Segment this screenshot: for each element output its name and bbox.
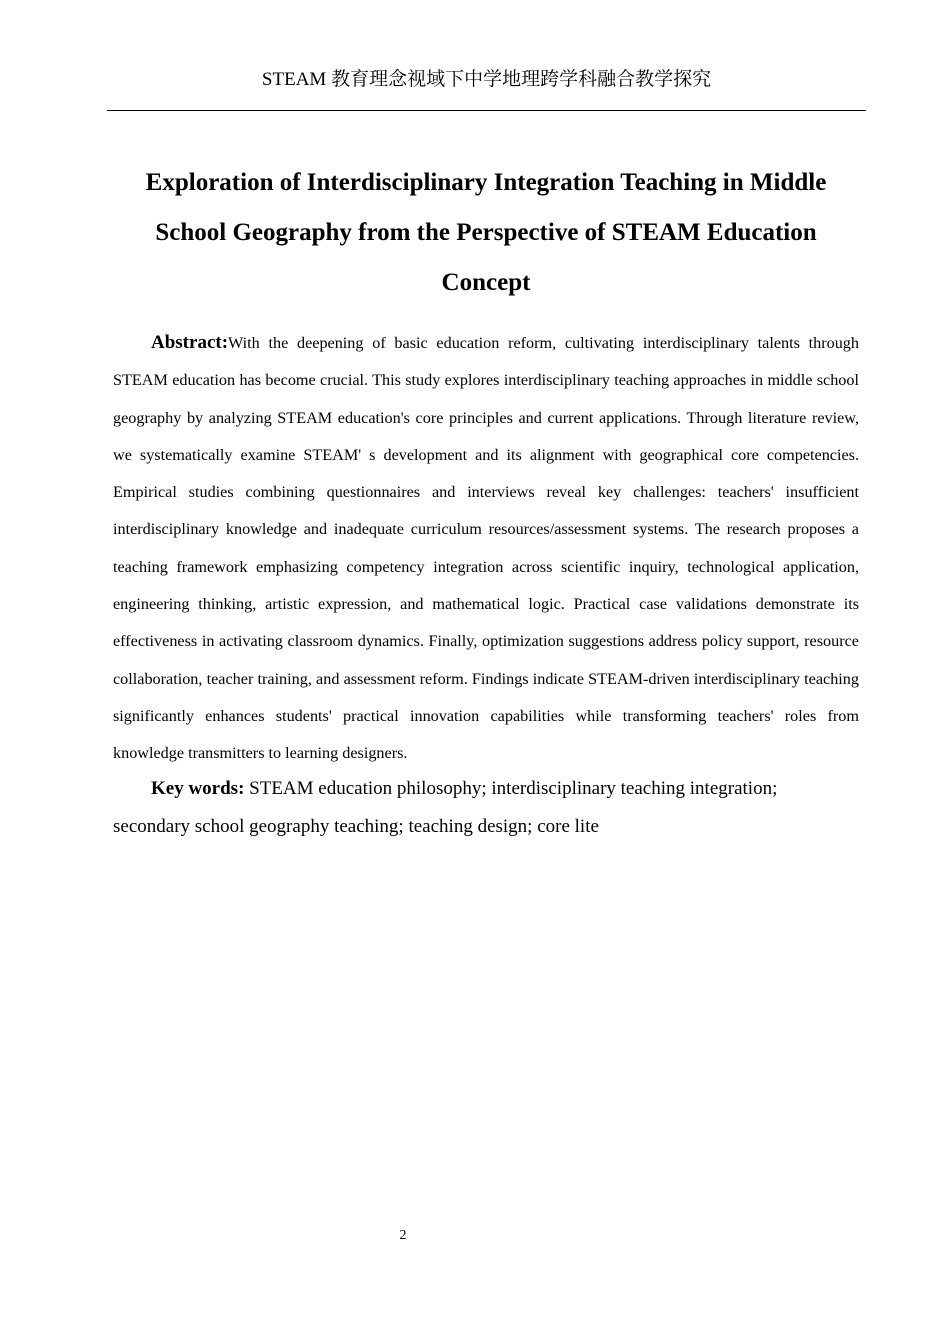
abstract-label: Abstract:	[151, 332, 229, 353]
header-divider	[107, 110, 866, 111]
abstract-text: With the deepening of basic education reform, cultivating interdisciplinary talents through STEAM education has become crucial. This study explores interdisciplinary teaching approaches in middle school geography by analyzing STEAM education's core principles and current applications. Through literature review, we systematically examine STEAM' s development and its alignment with geographical core competencies. Empirical studies combining questionnaires and interviews reveal key challenges: teachers' insufficient interdisciplinary knowledge and inadequate curriculum resources/assessment systems. The research proposes a teaching framework emphasizing competency integration across scientific inquiry, technological application, engineering thinking, artistic expression, and mathematical logic. Practical case validations demonstrate its effectiveness in activating classroom dynamics. Finally, optimization suggestions address policy support, resource collaboration, teacher training, and assessment reform. Findings indicate STEAM-driven interdisciplinary teaching significantly enhances students' practical innovation capabilities while transforming teachers' roles from knowledge transmitters to learning designers.	[113, 334, 859, 763]
keywords-label: Key words:	[151, 778, 245, 799]
keywords-paragraph	[113, 770, 859, 846]
abstract-paragraph	[113, 324, 859, 773]
paper-title: Exploration of Interdisciplinary Integration Teaching in Middle School Geography from the Perspective of STEAM Education Concept	[145, 169, 827, 296]
running-header: STEAM 教育理念视域下中学地理跨学科融合教学探究	[261, 69, 712, 90]
keywords-text: STEAM education philosophy; interdisciplinary teaching integration; secondary school geography teaching; teaching design; core lite	[113, 778, 778, 837]
page-number: 2	[399, 1228, 407, 1243]
